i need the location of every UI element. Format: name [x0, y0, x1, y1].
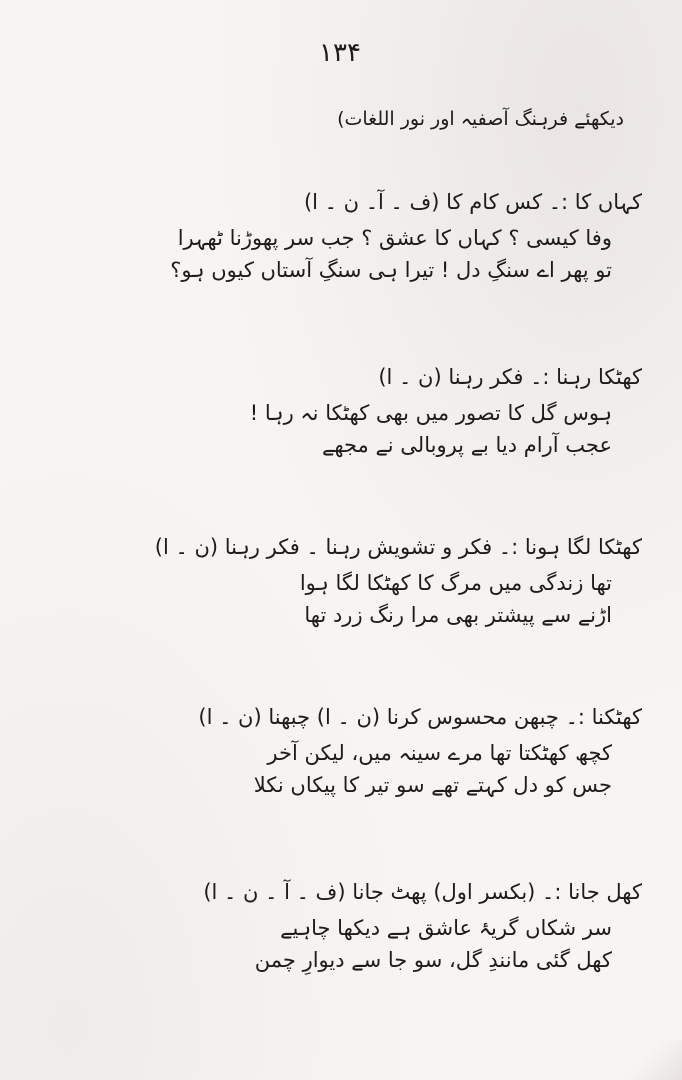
verse-line: تو پھر اے سنگِ دل ! تیرا ہی سنگِ آستاں کیوں ہو؟ [170, 258, 612, 282]
verse-line: اڑنے سے پیشتر بھی مرا رنگ زرد تھا [304, 603, 612, 627]
headword: کھٹکنا :۔ چبھن محسوس کرنا (ن ۔ ا) چبھنا (ن ۔ ا) [198, 705, 642, 729]
entry-khul-jana [102, 880, 642, 980]
verse-line: عجب آرام دیا بے پروبالی نے مجھے [322, 433, 612, 457]
entry-khatakna [102, 705, 642, 805]
entry-khatka-rehna [102, 365, 642, 465]
verse-line: وفا کیسی ؟ کہاں کا عشق ؟ جب سر پھوڑنا ٹھہرا [177, 226, 612, 250]
verse-line: ہوس گل کا تصور میں بھی کھٹکا نہ رہا ! [249, 401, 612, 425]
page-number: ۱۳۴ [319, 38, 361, 68]
headword: کھٹکا لگا ہونا :۔ فکر و تشویش رہنا ۔ فکر رہنا (ن ۔ ا) [154, 535, 642, 559]
headword: کھل جانا :۔ (بکسر اول) پھٹ جانا (ف ۔ آ ۔ ن ۔ ا) [203, 880, 642, 904]
verse-line: تھا زندگی میں مرگ کا کھٹکا لگا ہوا [299, 571, 612, 595]
verse-line: کھل گئی مانندِ گل، سو جا سے دیوارِ چمن [254, 948, 612, 972]
page-corner-shadow [602, 1040, 682, 1080]
entry-kahan-ka [102, 190, 642, 290]
entry-khatka-laga-hona [102, 535, 642, 635]
intro-reference: دیکھئے فرہنگ آصفیہ اور نور اللغات) [337, 108, 624, 130]
headword: کہاں کا :۔ کس کام کا (ف ۔ آ۔ ن ۔ ا) [303, 190, 642, 214]
verse-line: جس کو دل کہتے تھے سو تیر کا پیکاں نکلا [253, 773, 612, 797]
verse-line: سر شکاں گریۂ عاشق ہے دیکھا چاہیے [280, 916, 612, 940]
verse-line: کچھ کھٹکتا تھا مرے سینہ میں، لیکن آخر [267, 741, 612, 765]
headword: کھٹکا رہنا :۔ فکر رہنا (ن ۔ ا) [378, 365, 642, 389]
